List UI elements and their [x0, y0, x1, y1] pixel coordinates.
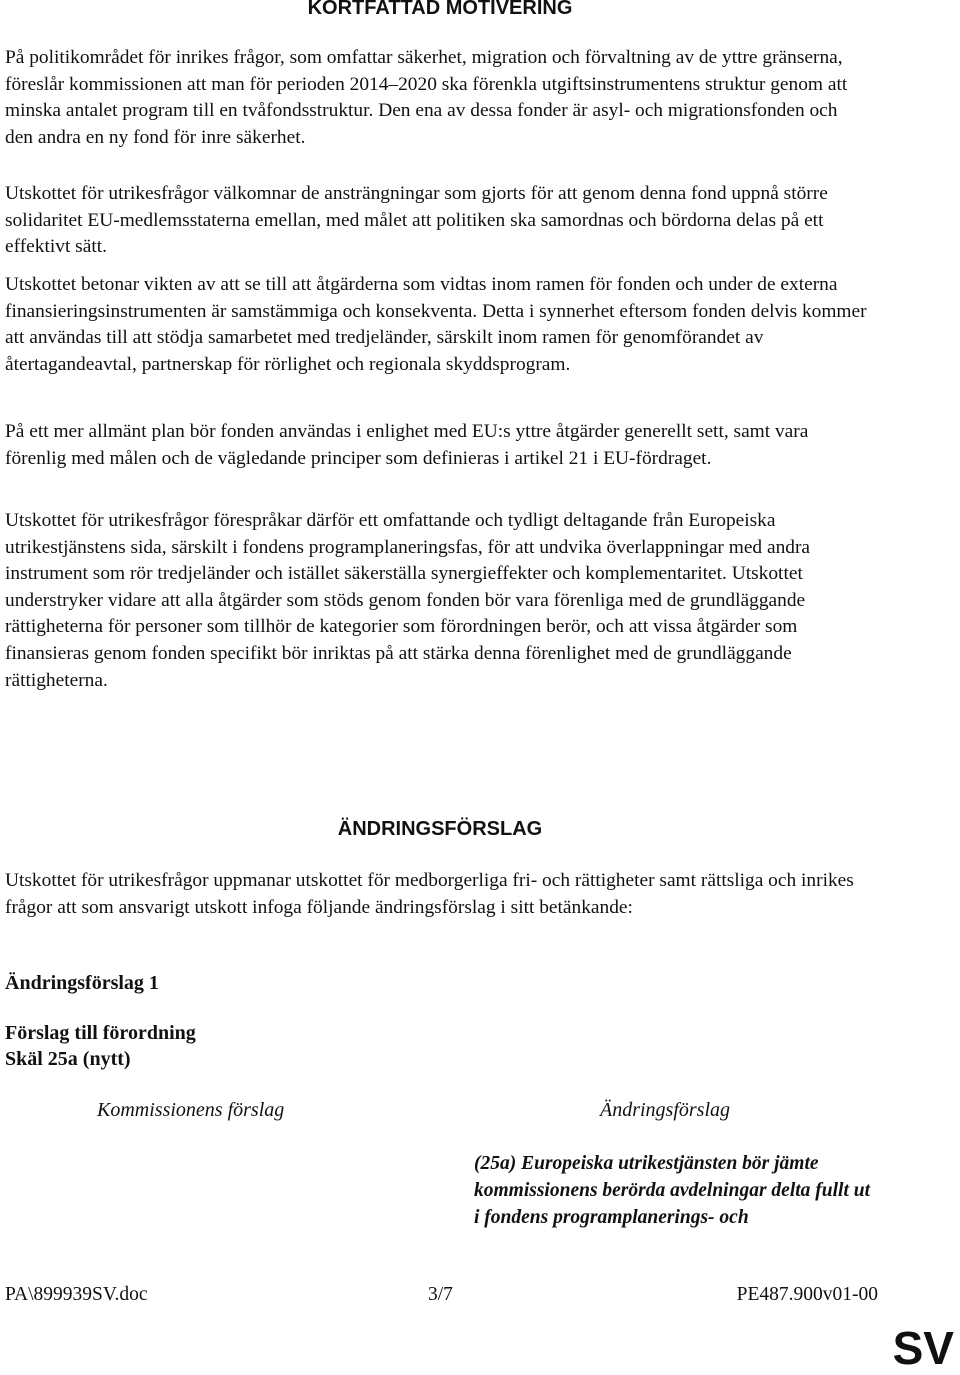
column-header-commission-proposal: Kommissionens förslag	[97, 1099, 285, 1121]
amendment-number: Ändringsförslag 1	[5, 972, 159, 994]
footer-doc-ref: PA\899939SV.doc	[5, 1284, 148, 1305]
paragraph: Utskottet för utrikesfrågor förespråkar därför ett omfattande och tydligt deltagande från Europeiska utrikestjänstens sida, särskilt i fondens programplaneringsfas, för att undvika överlappningar med andra instrument som rör tredjeländer och istället säkerställa synergieffekter och komplementaritet. Utskottet understryker vidare att alla åtgärder som stöds genom fonden bör vara förenliga med de grundläggande rättigheterna för personer som tillhör de kategorier som förordningen berör, och att vissa åtgärder som finansieras genom fonden specifikt bör inriktas på att stärka denna förenlighet med de grundläggande rättigheterna.	[5, 510, 811, 691]
column-header-amendment: Ändringsförslag	[600, 1099, 731, 1121]
paragraph: Utskottet betonar vikten av att se till att åtgärderna som vidtas inom ramen för fonden och under de externa finansieringsinstrumenten är samstämmiga och konsekventa. Detta i synnerhet eftersom fonden delvis kommer att användas till att stödja samarbetet med tredjeländer, särskilt inom ramen för genomförandet av återtagandeavtal, partnerskap för rörlighet och regionala skyddsprogram.	[5, 274, 867, 375]
language-badge: SV	[892, 1322, 954, 1374]
proposal-title: Förslag till förordning	[5, 1022, 196, 1044]
amendments-intro: Utskottet för utrikesfrågor uppmanar utskottet för medborgerliga fri- och rättigheter samt rättsliga och inrikes frågor att som ansvarigt utskott infoga följande ändringsförslag i sitt betänkande:	[5, 870, 854, 918]
section-heading-amendments: ÄNDRINGSFÖRSLAG	[337, 818, 543, 840]
amendment-subject	[5, 1020, 196, 1072]
section-heading-motivation: KORTFATTAD MOTIVERING	[307, 0, 573, 19]
recital-label: Skäl 25a (nytt)	[5, 1048, 131, 1070]
paragraph: På ett mer allmänt plan bör fonden användas i enlighet med EU:s yttre åtgärder generellt sett, samt vara förenlig med målen och de vägledande principer som definieras i artikel 21 i EU-fördraget.	[5, 421, 809, 469]
amendment-text: (25a) Europeiska utrikestjänsten bör jämte kommissionens berörda avdelningar delta fullt ut i fondens programplanerings- och	[474, 1153, 871, 1228]
footer-pe-ref: PE487.900v01-00	[736, 1284, 878, 1305]
paragraph: Utskottet för utrikesfrågor välkomnar de ansträngningar som gjorts för att genom denna fond uppnå större solidaritet EU-medlemsstaterna emellan, med målet att politiken ska samordnas och bördorna delas på ett effektivt sätt.	[5, 183, 828, 258]
footer-page-number: 3/7	[428, 1284, 453, 1305]
paragraph: På politikområdet för inrikes frågor, som omfattar säkerhet, migration och förvaltning av de yttre gränserna, föreslår kommissionen att man för perioden 2014–2020 ska förenkla utgiftsinstrumentens struktur genom att minska antalet program till en tvåfondsstruktur. Den ena av dessa fonder är asyl- och migrationsfonden och den andra en ny fond för inre säkerhet.	[5, 47, 848, 148]
